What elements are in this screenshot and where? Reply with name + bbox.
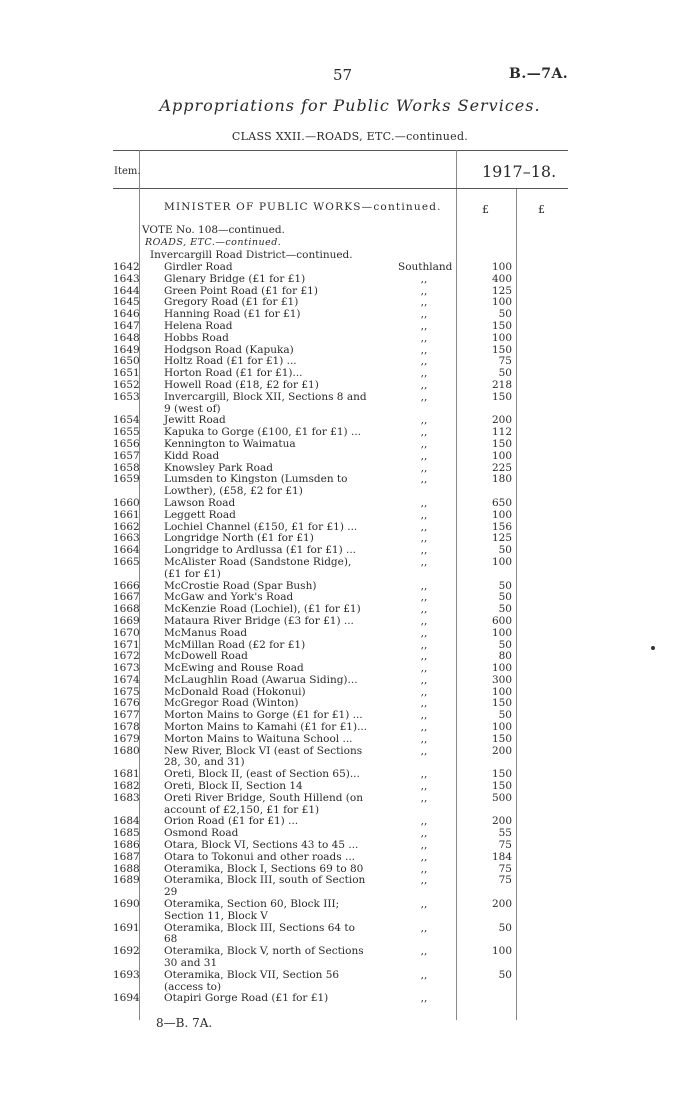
item-description: Leggett Road bbox=[164, 508, 236, 521]
item-description: McDonald Road (Hokonui) bbox=[164, 685, 306, 698]
page-title: Appropriations for Public Works Services. bbox=[159, 96, 541, 115]
item-amount: 125 bbox=[491, 284, 512, 297]
item-amount: 100 bbox=[491, 261, 512, 273]
item-number: 1681 bbox=[113, 768, 140, 781]
item-district: ,, bbox=[420, 331, 428, 344]
item-district: ,, bbox=[420, 508, 428, 521]
item-district: ,, bbox=[420, 709, 428, 722]
item-amount: 55 bbox=[498, 827, 512, 840]
item-description: Otapiri Gorge Road (£1 for £1) bbox=[164, 992, 329, 1005]
item-district: ,, bbox=[420, 520, 428, 533]
table-row bbox=[0, 274, 700, 286]
table-row bbox=[0, 746, 700, 770]
item-amount: 100 bbox=[491, 945, 512, 958]
item-district: ,, bbox=[420, 473, 428, 486]
table-row bbox=[0, 463, 700, 475]
item-number: 1661 bbox=[113, 508, 140, 521]
item-number: 1691 bbox=[113, 921, 140, 934]
item-district: ,, bbox=[420, 874, 428, 887]
year-column-header: 1917–18. bbox=[482, 162, 557, 181]
item-district: ,, bbox=[420, 638, 428, 651]
item-amount: 150 bbox=[491, 697, 512, 710]
item-description: Morton Mains to Waituna School ... bbox=[164, 732, 353, 745]
item-district: ,, bbox=[420, 296, 428, 309]
item-description: Helena Road bbox=[164, 319, 233, 332]
item-district: ,, bbox=[420, 532, 428, 545]
item-amount: 218 bbox=[491, 378, 512, 391]
item-number: 1653 bbox=[113, 390, 140, 403]
item-amount: 100 bbox=[491, 555, 512, 568]
item-district: ,, bbox=[420, 579, 428, 592]
item-number: 1654 bbox=[113, 414, 140, 427]
table-row bbox=[0, 734, 700, 746]
item-district: ,, bbox=[420, 319, 428, 332]
item-amount: 200 bbox=[491, 744, 512, 757]
table-row bbox=[0, 616, 700, 628]
item-description: McGaw and York's Road bbox=[164, 591, 294, 604]
item-amount: 125 bbox=[491, 532, 512, 545]
item-district: ,, bbox=[420, 862, 428, 875]
item-number: 1652 bbox=[113, 378, 140, 391]
table-row bbox=[0, 286, 700, 298]
appropriation-table-body bbox=[0, 262, 700, 1005]
item-number: 1663 bbox=[113, 532, 140, 545]
item-amount: 200 bbox=[491, 898, 512, 911]
item-number: 1680 bbox=[113, 744, 140, 757]
item-number: 1689 bbox=[113, 874, 140, 887]
item-description: McKenzie Road (Lochiel), (£1 for £1) bbox=[164, 603, 361, 616]
table-row bbox=[0, 392, 700, 416]
item-district: ,, bbox=[420, 284, 428, 297]
item-description: Horton Road (£1 for £1)... bbox=[164, 367, 303, 380]
item-district: ,, bbox=[420, 850, 428, 863]
stray-mark bbox=[651, 646, 655, 650]
item-district: Southland bbox=[398, 261, 453, 273]
item-description: McMillan Road (£2 for £1) bbox=[164, 638, 306, 651]
item-district: ,, bbox=[420, 461, 428, 474]
item-description: Oreti, Block II, Section 14 bbox=[164, 780, 303, 793]
item-district: ,, bbox=[420, 496, 428, 509]
item-district: ,, bbox=[420, 272, 428, 285]
item-amount: 156 bbox=[491, 520, 512, 533]
item-district: ,, bbox=[420, 449, 428, 462]
item-description: Oreti River Bridge, South Hillend (on account of £2,150, £1 for £1) bbox=[164, 791, 363, 816]
item-amount: 50 bbox=[498, 921, 512, 934]
item-amount: 200 bbox=[491, 815, 512, 828]
item-district: ,, bbox=[420, 437, 428, 450]
table-row bbox=[0, 899, 700, 923]
item-number: 1692 bbox=[113, 945, 140, 958]
item-amount: 100 bbox=[491, 626, 512, 639]
table-row bbox=[0, 262, 700, 274]
item-district: ,, bbox=[420, 921, 428, 934]
item-number: 1684 bbox=[113, 815, 140, 828]
item-district: ,, bbox=[420, 898, 428, 911]
item-amount: 50 bbox=[498, 544, 512, 557]
item-amount: 75 bbox=[498, 862, 512, 875]
item-district: ,, bbox=[420, 426, 428, 439]
item-amount: 150 bbox=[491, 390, 512, 403]
item-number: 1662 bbox=[113, 520, 140, 533]
item-description: McAlister Road (Sandstone Ridge), (£1 for £1) bbox=[164, 555, 352, 580]
table-row bbox=[0, 474, 700, 498]
table-row bbox=[0, 297, 700, 309]
table-row bbox=[0, 510, 700, 522]
table-row bbox=[0, 923, 700, 947]
table-row bbox=[0, 333, 700, 345]
table-row bbox=[0, 875, 700, 899]
item-description: Knowsley Park Road bbox=[164, 461, 273, 474]
item-amount: 50 bbox=[498, 709, 512, 722]
item-number: 1659 bbox=[113, 473, 140, 486]
item-number: 1642 bbox=[113, 261, 140, 273]
item-description: Jewitt Road bbox=[164, 414, 226, 427]
table-row bbox=[0, 498, 700, 510]
item-description: Lawson Road bbox=[164, 496, 236, 509]
table-row bbox=[0, 356, 700, 368]
item-description: Longridge to Ardlussa (£1 for £1) ... bbox=[164, 544, 357, 557]
item-description: Morton Mains to Gorge (£1 for £1) ... bbox=[164, 709, 363, 722]
item-description: Lochiel Channel (£150, £1 for £1) ... bbox=[164, 520, 358, 533]
item-description: Holtz Road (£1 for £1) ... bbox=[164, 355, 297, 368]
item-amount: 80 bbox=[498, 650, 512, 663]
item-description: McManus Road bbox=[164, 626, 248, 639]
item-description: Longridge North (£1 for £1) bbox=[164, 532, 314, 545]
item-amount: 300 bbox=[491, 673, 512, 686]
item-number: 1683 bbox=[113, 791, 140, 804]
item-number: 1650 bbox=[113, 355, 140, 368]
item-number: 1676 bbox=[113, 697, 140, 710]
item-number: 1677 bbox=[113, 709, 140, 722]
table-row bbox=[0, 380, 700, 392]
item-district: ,, bbox=[420, 791, 428, 804]
item-number: 1687 bbox=[113, 850, 140, 863]
item-description: Oreti, Block II, (east of Section 65)... bbox=[164, 768, 360, 781]
item-number: 1666 bbox=[113, 579, 140, 592]
item-number: 1647 bbox=[113, 319, 140, 332]
item-description: Howell Road (£18, £2 for £1) bbox=[164, 378, 319, 391]
currency-symbol-2: £ bbox=[538, 203, 545, 216]
item-number: 1645 bbox=[113, 296, 140, 309]
item-number: 1686 bbox=[113, 839, 140, 852]
item-number: 1655 bbox=[113, 426, 140, 439]
item-description: McGregor Road (Winton) bbox=[164, 697, 299, 710]
table-row bbox=[0, 640, 700, 652]
table-row bbox=[0, 946, 700, 970]
class-heading: CLASS XXII.—ROADS, ETC.—continued. bbox=[231, 130, 469, 143]
table-row bbox=[0, 687, 700, 699]
item-description: McDowell Road bbox=[164, 650, 248, 663]
item-number: 1693 bbox=[113, 968, 140, 981]
item-description: Girdler Road bbox=[164, 261, 233, 273]
item-number: 1651 bbox=[113, 367, 140, 380]
item-district: ,, bbox=[420, 673, 428, 686]
item-description: Oteramika, Block III, south of Section 29 bbox=[164, 874, 366, 899]
item-amount: 50 bbox=[498, 367, 512, 380]
item-district: ,, bbox=[420, 839, 428, 852]
item-number: 1649 bbox=[113, 343, 140, 356]
roads-subheading: ROADS, ETC.—continued. bbox=[145, 237, 282, 248]
item-number: 1674 bbox=[113, 673, 140, 686]
page-number: 57 bbox=[333, 66, 353, 84]
item-number: 1672 bbox=[113, 650, 140, 663]
item-amount: 150 bbox=[491, 732, 512, 745]
item-description: Mataura River Bridge (£3 for £1) ... bbox=[164, 614, 354, 627]
item-amount: 50 bbox=[498, 603, 512, 616]
item-number: 1646 bbox=[113, 308, 140, 321]
item-description: Oteramika, Block I, Sections 69 to 80 bbox=[164, 862, 364, 875]
table-row bbox=[0, 451, 700, 463]
table-row bbox=[0, 816, 700, 828]
item-description: Hodgson Road (Kapuka) bbox=[164, 343, 294, 356]
item-description: Oteramika, Block VII, Section 56 (access to) bbox=[164, 968, 340, 993]
table-row bbox=[0, 769, 700, 781]
table-row bbox=[0, 309, 700, 321]
item-number: 1673 bbox=[113, 662, 140, 675]
item-district: ,, bbox=[420, 992, 428, 1005]
item-description: Gregory Road (£1 for £1) bbox=[164, 296, 299, 309]
item-amount: 600 bbox=[491, 614, 512, 627]
item-number: 1668 bbox=[113, 603, 140, 616]
item-number: 1669 bbox=[113, 614, 140, 627]
item-number: 1657 bbox=[113, 449, 140, 462]
item-number: 1665 bbox=[113, 555, 140, 568]
item-district: ,, bbox=[420, 390, 428, 403]
item-district: ,, bbox=[420, 603, 428, 616]
item-number: 1658 bbox=[113, 461, 140, 474]
item-district: ,, bbox=[420, 650, 428, 663]
item-district: ,, bbox=[420, 355, 428, 368]
item-district: ,, bbox=[420, 626, 428, 639]
item-amount: 650 bbox=[491, 496, 512, 509]
item-description: Invercargill, Block XII, Sections 8 and 9 (west of) bbox=[164, 390, 367, 415]
item-number: 1664 bbox=[113, 544, 140, 557]
item-amount: 100 bbox=[491, 685, 512, 698]
table-row bbox=[0, 651, 700, 663]
item-amount: 100 bbox=[491, 296, 512, 309]
item-district: ,, bbox=[420, 555, 428, 568]
item-amount: 150 bbox=[491, 768, 512, 781]
item-amount: 100 bbox=[491, 331, 512, 344]
item-district: ,, bbox=[420, 697, 428, 710]
item-number: 1682 bbox=[113, 780, 140, 793]
table-row bbox=[0, 970, 700, 994]
item-district: ,, bbox=[420, 780, 428, 793]
item-number: 1644 bbox=[113, 284, 140, 297]
table-row bbox=[0, 427, 700, 439]
document-reference: B.—7A. bbox=[509, 66, 569, 82]
item-column-header: Item. bbox=[114, 166, 141, 177]
table-row bbox=[0, 993, 700, 1005]
item-amount: 75 bbox=[498, 839, 512, 852]
item-district: ,, bbox=[420, 378, 428, 391]
item-amount: 75 bbox=[498, 874, 512, 887]
item-district: ,, bbox=[420, 732, 428, 745]
item-description: Green Point Road (£1 for £1) bbox=[164, 284, 318, 297]
item-description: Oteramika, Block III, Sections 64 to 68 bbox=[164, 921, 355, 946]
item-district: ,, bbox=[420, 827, 428, 840]
item-amount: 75 bbox=[498, 355, 512, 368]
sheet-reference: 8—B. 7A. bbox=[156, 1016, 213, 1030]
item-number: 1648 bbox=[113, 331, 140, 344]
item-number: 1660 bbox=[113, 496, 140, 509]
item-description: Morton Mains to Kamahi (£1 for £1)... bbox=[164, 721, 368, 734]
item-number: 1643 bbox=[113, 272, 140, 285]
item-amount: 400 bbox=[491, 272, 512, 285]
item-description: Osmond Road bbox=[164, 827, 239, 840]
item-amount: 50 bbox=[498, 968, 512, 981]
item-district: ,, bbox=[420, 591, 428, 604]
item-description: Kennington to Waimatua bbox=[164, 437, 296, 450]
item-district: ,, bbox=[420, 308, 428, 321]
table-row bbox=[0, 852, 700, 864]
currency-symbol-1: £ bbox=[482, 203, 489, 216]
item-description: Hanning Road (£1 for £1) bbox=[164, 308, 301, 321]
item-district: ,, bbox=[420, 414, 428, 427]
item-description: Orion Road (£1 for £1) ... bbox=[164, 815, 299, 828]
item-number: 1670 bbox=[113, 626, 140, 639]
item-district: ,, bbox=[420, 662, 428, 675]
item-amount: 50 bbox=[498, 579, 512, 592]
item-amount: 184 bbox=[491, 850, 512, 863]
item-description: McEwing and Rouse Road bbox=[164, 662, 304, 675]
table-row bbox=[0, 581, 700, 593]
item-description: Lumsden to Kingston (Lumsden to Lowther), (£58, £2 for £1) bbox=[164, 473, 348, 498]
item-number: 1694 bbox=[113, 992, 140, 1005]
item-amount: 100 bbox=[491, 449, 512, 462]
item-amount: 112 bbox=[491, 426, 512, 439]
item-district: ,, bbox=[420, 768, 428, 781]
item-district: ,, bbox=[420, 968, 428, 981]
table-row bbox=[0, 321, 700, 333]
item-number: 1656 bbox=[113, 437, 140, 450]
year-subrule bbox=[456, 188, 568, 189]
item-district: ,, bbox=[420, 614, 428, 627]
item-amount: 150 bbox=[491, 437, 512, 450]
item-amount: 100 bbox=[491, 662, 512, 675]
item-number: 1690 bbox=[113, 898, 140, 911]
item-district: ,, bbox=[420, 367, 428, 380]
item-amount: 50 bbox=[498, 591, 512, 604]
table-row bbox=[0, 675, 700, 687]
item-description: Kapuka to Gorge (£100, £1 for £1) ... bbox=[164, 426, 361, 439]
item-amount: 200 bbox=[491, 414, 512, 427]
table-row bbox=[0, 522, 700, 534]
item-description: New River, Block VI (east of Sections 28, 30, and 31) bbox=[164, 744, 363, 769]
item-amount: 500 bbox=[491, 791, 512, 804]
item-amount: 100 bbox=[491, 721, 512, 734]
item-number: 1679 bbox=[113, 732, 140, 745]
table-row bbox=[0, 557, 700, 581]
item-district: ,, bbox=[420, 544, 428, 557]
table-row bbox=[0, 628, 700, 640]
item-number: 1675 bbox=[113, 685, 140, 698]
table-row bbox=[0, 368, 700, 380]
vote-heading: VOTE No. 108—continued. bbox=[142, 224, 285, 236]
item-number: 1667 bbox=[113, 591, 140, 604]
item-district: ,, bbox=[420, 343, 428, 356]
item-description: Otara, Block VI, Sections 43 to 45 ... bbox=[164, 839, 359, 852]
district-subheading: Invercargill Road District—continued. bbox=[150, 249, 353, 261]
item-number: 1688 bbox=[113, 862, 140, 875]
item-amount: 100 bbox=[491, 508, 512, 521]
item-district: ,, bbox=[420, 721, 428, 734]
item-amount: 180 bbox=[491, 473, 512, 486]
header-top-rule bbox=[113, 150, 568, 151]
item-description: Oteramika, Block V, north of Sections 30 and 31 bbox=[164, 945, 364, 970]
item-description: Otara to Tokonui and other roads ... bbox=[164, 850, 356, 863]
minister-heading: MINISTER OF PUBLIC WORKS—continued. bbox=[164, 201, 442, 213]
item-district: ,, bbox=[420, 744, 428, 757]
item-description: Hobbs Road bbox=[164, 331, 229, 344]
item-amount: 50 bbox=[498, 308, 512, 321]
item-amount: 150 bbox=[491, 780, 512, 793]
item-description: McLaughlin Road (Awarua Siding)... bbox=[164, 673, 358, 686]
item-amount: 50 bbox=[498, 638, 512, 651]
item-district: ,, bbox=[420, 685, 428, 698]
item-amount: 150 bbox=[491, 343, 512, 356]
item-description: McCrostie Road (Spar Bush) bbox=[164, 579, 317, 592]
item-amount: 225 bbox=[491, 461, 512, 474]
table-row bbox=[0, 793, 700, 817]
table-row bbox=[0, 439, 700, 451]
item-number: 1678 bbox=[113, 721, 140, 734]
item-amount: 150 bbox=[491, 319, 512, 332]
item-description: Oteramika, Section 60, Block III; Section 11, Block V bbox=[164, 898, 340, 922]
item-district: ,, bbox=[420, 945, 428, 958]
item-description: Glenary Bridge (£1 for £1) bbox=[164, 272, 306, 285]
item-district: ,, bbox=[420, 815, 428, 828]
table-row bbox=[0, 345, 700, 357]
item-description: Kidd Road bbox=[164, 449, 220, 462]
item-number: 1685 bbox=[113, 827, 140, 840]
item-number: 1671 bbox=[113, 638, 140, 651]
